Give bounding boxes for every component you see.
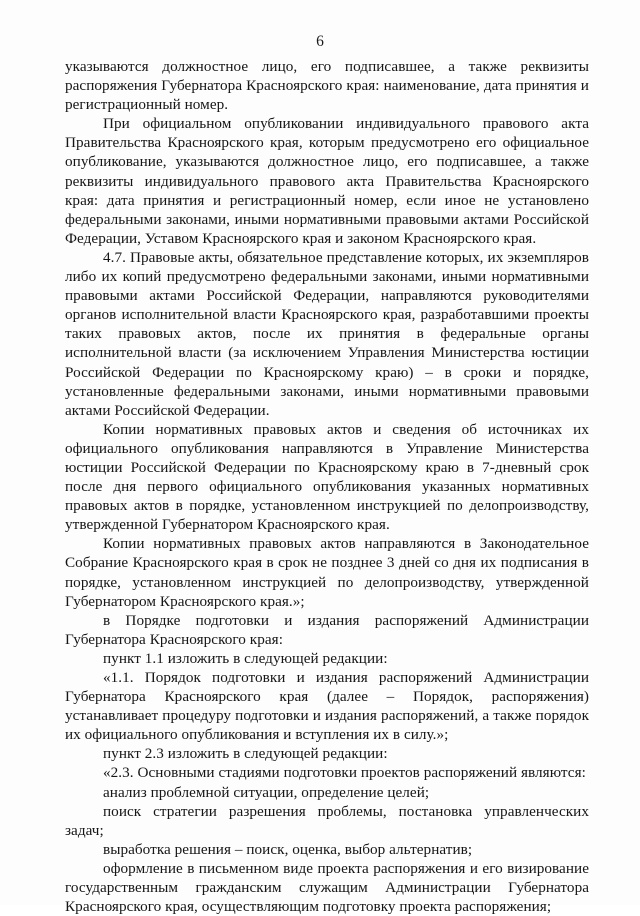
stage-strategy: поиск стратегии разрешения проблемы, постановка управленческих задач; (65, 802, 589, 839)
paragraph-item-2-3: «2.3. Основными стадиями подготовки проектов распоряжений являются: (103, 764, 586, 782)
paragraph-item-2-3-intro: пункт 2.3 изложить в следующей редакции: (103, 745, 388, 763)
document-body (65, 57, 589, 916)
paragraph-copies-assembly: Копии нормативных правовых актов направляются в Законодательное Собрание Красноярского края в срок не позднее 3 дней со дня их подписания в порядке, установленном инструкцией по делопроизводству, утвержденной Губернатором Красноярского края.»; (65, 535, 589, 610)
paragraph-copies-ministry: Копии нормативных правовых актов и сведения об источниках их официального опубликования направляются в Управление Министерства юстиции Российской Федерации по Красноярскому краю в 7-дневный срок после дня первого официального опубликования указанных нормативных правовых актов в порядке, установленном инструкцией по делопроизводству, утвержденной Губернатором Красноярского края. (65, 420, 589, 534)
paragraph-item-1-1: «1.1. Порядок подготовки и издания распоряжений Администрации Губернатора Красноярского края (далее – Порядок, распоряжения) устанавливает процедуру подготовки и издания распоряжений, а также порядок их официального опубликования и вступления их в силу.»; (65, 669, 589, 744)
stage-analysis: анализ проблемной ситуации, определение целей; (103, 783, 430, 801)
stage-decision: выработка решения – поиск, оценка, выбор альтернатив; (103, 840, 473, 858)
paragraph-4-7: 4.7. Правовые акты, обязательное представление которых, их экземпляров либо их копий предусмотрено федеральными законами, иными нормативными правовыми актами Российской Федерации, направляются руководителями органов исполнительной власти Красноярского края, разработавшими проекты таких правовых актов, после их принятия в федеральные органы исполнительной власти (за исключением Управления Министерства юстиции Российской Федерации по Красноярскому краю) – в сроки и порядке, установленные федеральными законами, иными нормативными правовыми актами Российской Федерации. (65, 248, 589, 419)
paragraph-order-intro: в Порядке подготовки и издания распоряжений Администрации Губернатора Красноярского края: (65, 611, 589, 648)
paragraph-continuation: указываются должностное лицо, его подписавшее, а также реквизиты распоряжения Губернатора Красноярского края: наименование, дата принятия и регистрационный номер. (65, 58, 589, 114)
stage-drafting: оформление в письменном виде проекта распоряжения и его визирование государственным гражданским служащим Администрации Губернатора Красноярского края, осуществляющим подготовку проекта распоряжения; (65, 859, 589, 916)
page-number: 6 (316, 33, 324, 50)
paragraph-item-1-1-intro: пункт 1.1 изложить в следующей редакции: (103, 649, 388, 667)
paragraph-official-publication: При официальном опубликовании индивидуального правового акта Правительства Красноярского края, которым предусмотрено его официальное опубликование, указываются должностное лицо, его подписавшее, а также реквизиты индивидуального правового акта Правительства Красноярского края: дата принятия и регистрационный номер, если иное не установлено федеральными законами, иными нормативными правовыми актами Российской Федерации, Уставом Красноярского края и законом Красноярского края. (65, 115, 589, 247)
